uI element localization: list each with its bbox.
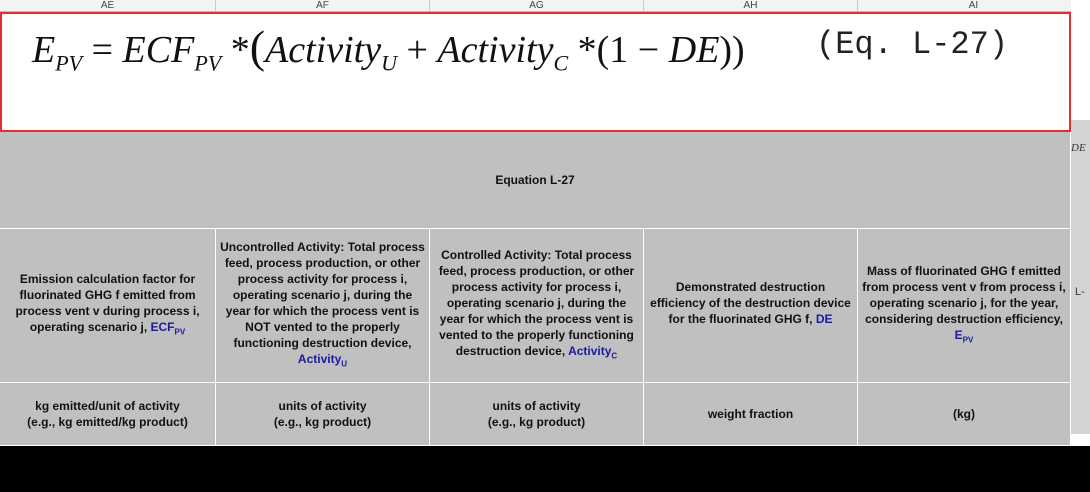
variable-name: $E_{PV}$ [954, 327, 974, 345]
variable-name: $ECF_{PV}$ [150, 319, 186, 337]
column-header-ae[interactable]: AE [0, 0, 216, 12]
column-header-af[interactable]: AF [216, 0, 430, 12]
partial-l-text: L- [1075, 286, 1085, 298]
equation-image[interactable] [0, 12, 1071, 132]
description-cell[interactable] [430, 229, 644, 383]
units-cell[interactable]: kg emitted/unit of activity (e.g., kg emitted/kg product) [0, 383, 216, 446]
spreadsheet-area [0, 12, 1090, 446]
variable-name: Activity$_U$ [297, 351, 348, 369]
description-cell[interactable] [644, 229, 858, 383]
description-cell[interactable] [858, 229, 1071, 383]
description-cell[interactable] [0, 229, 216, 383]
units-cell[interactable]: units of activity (e.g., kg product) [430, 383, 644, 446]
partial-de-text: DE [1071, 142, 1086, 154]
description-text: Mass of fluorinated GHG f emitted from process vent v from process i, operating scenario j, for the year, considering destruction efficiency, [862, 263, 1066, 326]
next-column-partial [1071, 0, 1090, 446]
description-text: Controlled Activity: Total process feed, process production, or other process activity for process i, operating scenario j, during the year for which the process vent is vented to the properly functioning destruction device, [438, 247, 635, 358]
table-title: Equation L-27 [495, 173, 575, 187]
next-column-fill [1071, 120, 1090, 434]
units-cell[interactable]: (kg) [858, 383, 1071, 446]
equation-formula: $E_{PV} = ECF_{PV}$ *(Activity$_U$ + Activity$_C$ *(1 − DE)) [32, 21, 745, 76]
table-title-cell[interactable] [0, 132, 1071, 229]
variable-name: Activity$_C$ [568, 343, 618, 361]
column-header-ag[interactable]: AG [430, 0, 644, 12]
equation-reference: (Eq. L-27) [816, 26, 1009, 63]
description-text: Demonstrated destruction efficiency of the destruction device for the fluorinated GHG f, [650, 279, 851, 326]
description-cell[interactable] [216, 229, 430, 383]
units-cell[interactable]: weight fraction [644, 383, 858, 446]
column-header-ai[interactable]: AI [858, 0, 1090, 12]
column-header-ah[interactable]: AH [644, 0, 858, 12]
units-cell[interactable]: units of activity (e.g., kg product) [216, 383, 430, 446]
equation-table [0, 132, 1071, 446]
description-text: Emission calculation factor for fluorinated GHG f emitted from process vent v during process i, operating scenario j, [15, 271, 200, 334]
description-text: Uncontrolled Activity: Total process feed, process production, or other process activity for process i, operating scenario j, during the year for which the process vent is NOT vented to the properly functioning destruction device, [220, 239, 425, 350]
variable-name: DE [815, 311, 833, 326]
